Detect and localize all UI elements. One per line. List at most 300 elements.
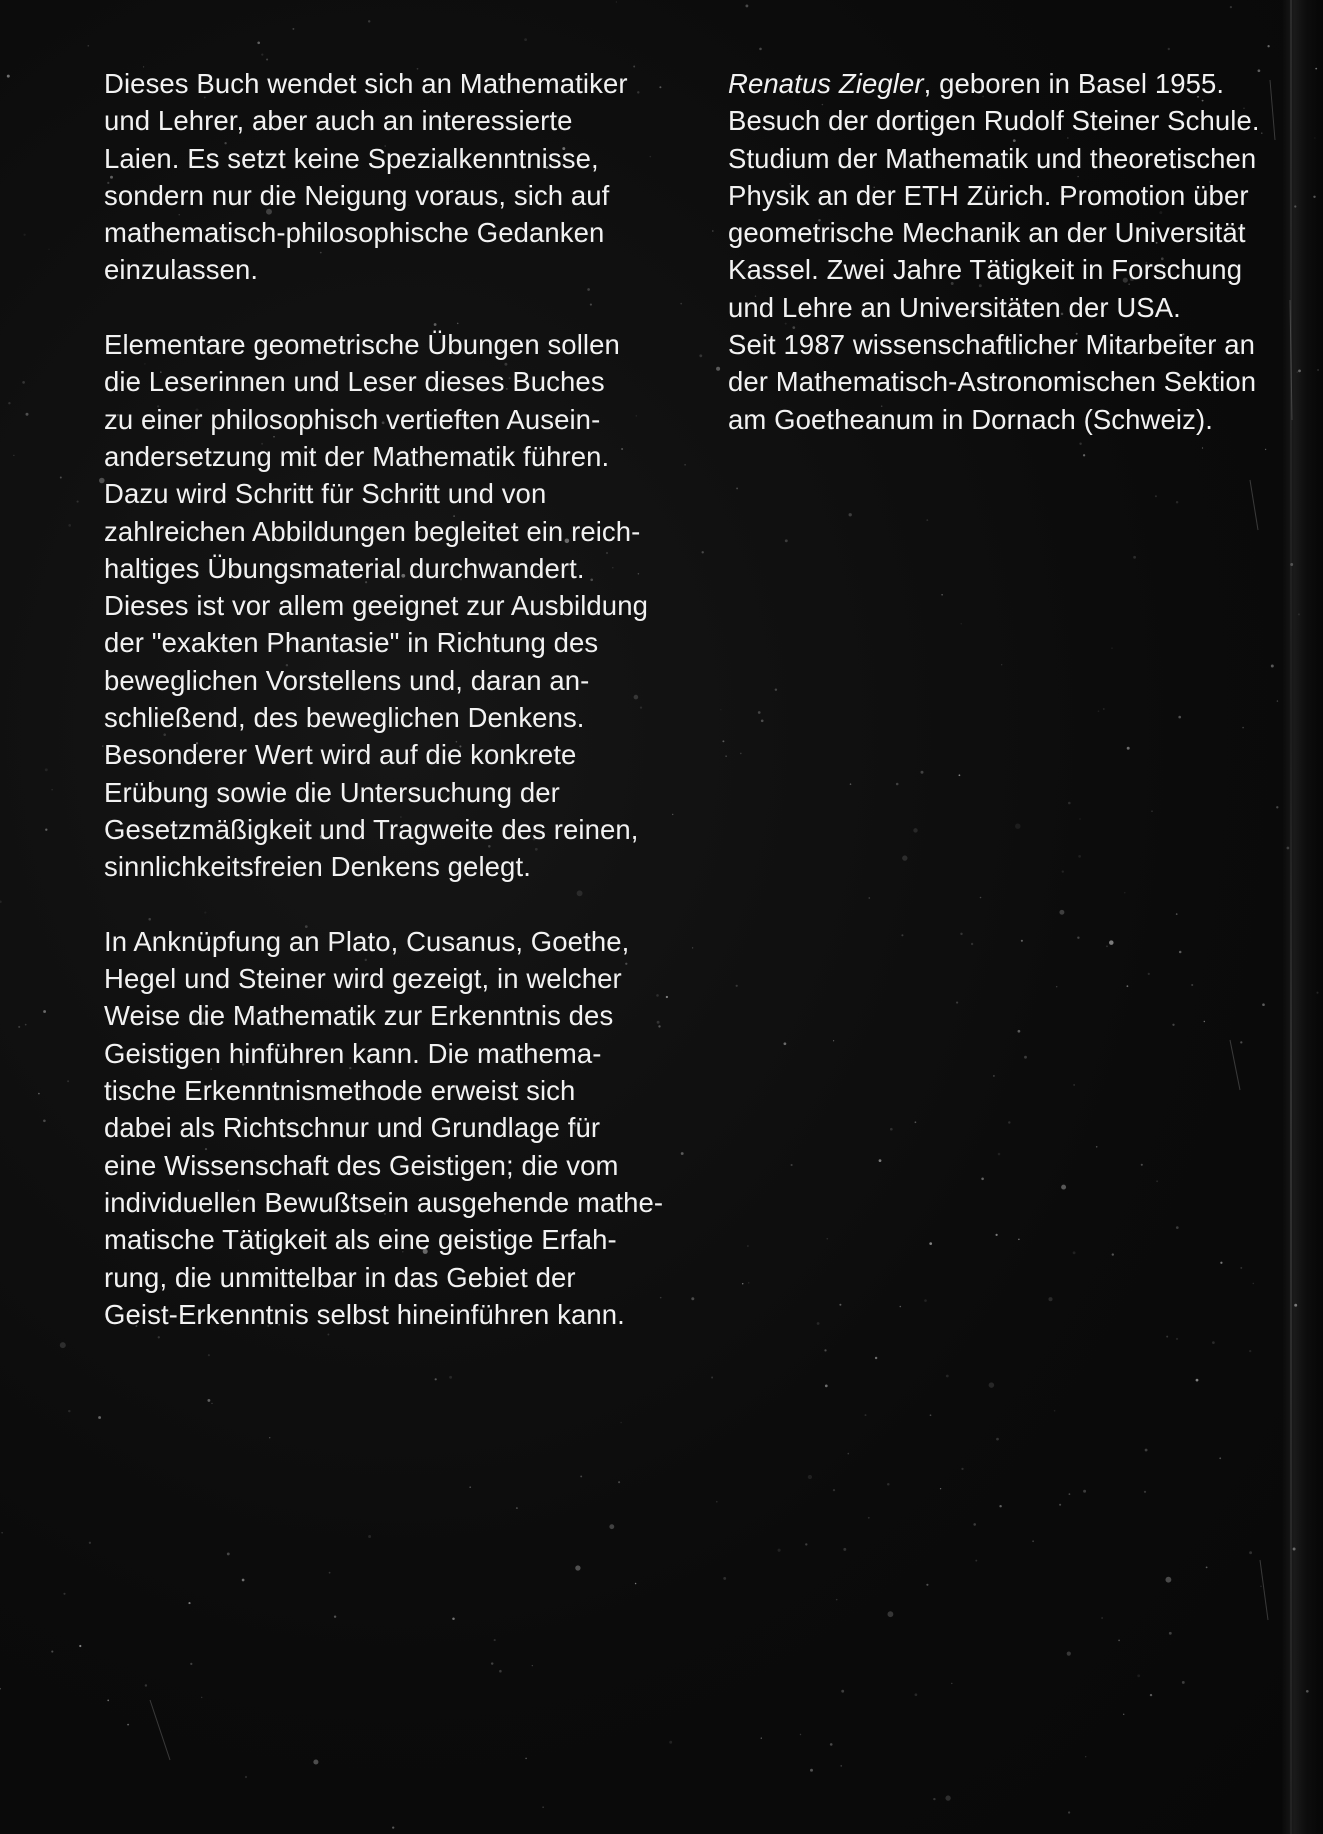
print-speck bbox=[785, 539, 788, 542]
print-speck bbox=[1101, 1617, 1103, 1619]
print-speck bbox=[580, 1475, 582, 1477]
print-speck bbox=[127, 1724, 129, 1726]
text-line: Kassel. Zwei Jahre Tätigkeit in Forschung bbox=[728, 254, 1243, 286]
print-speck bbox=[868, 897, 870, 899]
print-speck bbox=[63, 1593, 65, 1595]
print-speck bbox=[836, 1599, 838, 1601]
author-bio-first-line-rest: , geboren in Basel 1955. bbox=[923, 68, 1225, 99]
print-speck bbox=[980, 897, 982, 899]
print-speck bbox=[959, 774, 961, 776]
print-speck bbox=[1148, 973, 1150, 975]
print-speck bbox=[680, 303, 682, 305]
text-line: und Lehrer, aber auch an interessierte bbox=[104, 105, 573, 137]
print-speck bbox=[532, 1665, 533, 1666]
print-speck bbox=[1298, 370, 1301, 373]
print-speck bbox=[392, 1826, 394, 1828]
print-speck bbox=[960, 933, 962, 935]
print-speck bbox=[334, 1615, 336, 1617]
print-speck bbox=[1165, 1577, 1171, 1583]
print-speck bbox=[747, 1245, 749, 1247]
print-speck bbox=[946, 1375, 949, 1378]
print-speck bbox=[1271, 665, 1274, 668]
blurb-paragraph-3 bbox=[104, 923, 664, 1333]
print-speck bbox=[825, 1385, 828, 1388]
print-speck bbox=[748, 1282, 750, 1284]
print-speck bbox=[998, 1153, 1001, 1156]
text-line: Dieses Buch wendet sich an Mathematiker bbox=[104, 68, 628, 99]
print-speck bbox=[1293, 1548, 1296, 1551]
print-speck bbox=[620, 1422, 622, 1424]
print-speck bbox=[1001, 664, 1002, 665]
print-speck bbox=[1267, 45, 1269, 47]
print-speck bbox=[609, 1524, 614, 1529]
print-speck bbox=[242, 1579, 245, 1582]
print-speck bbox=[1230, 6, 1232, 8]
text-line: sinnlichkeitsfreien Denkens gelegt. bbox=[104, 851, 531, 883]
print-speck bbox=[207, 1399, 210, 1402]
print-speck bbox=[1179, 951, 1182, 954]
print-speck bbox=[723, 1577, 726, 1580]
print-speck bbox=[951, 1683, 952, 1684]
print-speck bbox=[1144, 1491, 1146, 1493]
print-speck bbox=[1098, 710, 1100, 712]
print-speck bbox=[1056, 986, 1057, 987]
print-speck bbox=[840, 1765, 841, 1766]
print-speck bbox=[672, 814, 673, 815]
print-speck bbox=[51, 1651, 53, 1653]
print-speck bbox=[778, 1549, 781, 1552]
print-speck bbox=[817, 1322, 820, 1325]
print-speck bbox=[1287, 847, 1290, 850]
print-speck bbox=[826, 1238, 828, 1240]
print-speck bbox=[850, 783, 852, 785]
print-speck bbox=[761, 1737, 762, 1738]
print-speck bbox=[1073, 1084, 1074, 1085]
print-speck bbox=[1015, 824, 1020, 829]
print-speck bbox=[266, 58, 268, 60]
print-speck bbox=[824, 1349, 826, 1351]
print-speck bbox=[1290, 563, 1293, 566]
print-speck bbox=[1059, 1504, 1061, 1506]
print-speck bbox=[257, 41, 260, 44]
text-line: eine Wissenschaft des Geistigen; die vom bbox=[104, 1149, 619, 1181]
text-line: Erübung sowie die Untersuchung der bbox=[104, 776, 560, 808]
text-line: Dieses ist vor allem geeignet zur Ausbildung bbox=[104, 590, 648, 622]
text-line: individuellen Bewußtsein ausgehende mathe- bbox=[104, 1186, 664, 1218]
print-speck bbox=[1018, 1030, 1021, 1033]
print-speck bbox=[48, 249, 49, 250]
print-speck bbox=[22, 381, 25, 384]
print-speck bbox=[736, 985, 738, 987]
print-speck bbox=[699, 354, 702, 357]
print-speck bbox=[449, 1376, 452, 1379]
print-speck bbox=[60, 477, 62, 479]
print-speck bbox=[740, 753, 742, 755]
print-speck bbox=[1083, 1490, 1086, 1493]
print-speck bbox=[1067, 1652, 1071, 1656]
print-speck bbox=[742, 1283, 743, 1284]
print-speck bbox=[1062, 870, 1064, 872]
print-speck bbox=[716, 367, 720, 371]
print-speck bbox=[1315, 68, 1317, 70]
print-speck bbox=[1212, 1341, 1215, 1344]
print-speck bbox=[1106, 945, 1108, 947]
print-speck bbox=[524, 38, 527, 41]
print-speck bbox=[87, 45, 89, 47]
print-speck bbox=[1008, 1121, 1010, 1123]
print-speck bbox=[1294, 1304, 1297, 1307]
text-line: Gesetzmäßigkeit und Tragweite des reinen, bbox=[104, 813, 639, 845]
author-bio-first-line bbox=[728, 65, 1288, 102]
text-line: einzulassen. bbox=[104, 254, 259, 286]
print-speck bbox=[995, 1234, 997, 1236]
print-speck bbox=[999, 1505, 1001, 1507]
print-speck bbox=[1240, 1041, 1242, 1043]
print-speck bbox=[669, 1741, 672, 1744]
print-speck bbox=[930, 1414, 932, 1416]
print-speck bbox=[211, 1403, 212, 1404]
print-speck bbox=[1316, 992, 1318, 994]
print-speck bbox=[1127, 747, 1130, 750]
print-speck bbox=[1297, 371, 1299, 373]
print-speck bbox=[452, 1618, 455, 1621]
print-speck bbox=[89, 1542, 91, 1544]
print-speck bbox=[945, 1795, 950, 1800]
print-speck bbox=[875, 1357, 877, 1359]
print-speck bbox=[973, 1523, 976, 1526]
author-bio-column bbox=[728, 65, 1288, 475]
print-speck bbox=[1176, 913, 1178, 915]
print-speck bbox=[808, 1475, 812, 1479]
author-name: Renatus Ziegler bbox=[728, 68, 924, 99]
text-line: der Mathematisch-Astronomischen Sektion bbox=[728, 366, 1257, 398]
print-speck bbox=[26, 413, 29, 416]
print-speck bbox=[79, 1645, 81, 1647]
print-speck bbox=[1137, 1674, 1140, 1677]
print-speck bbox=[888, 1611, 894, 1617]
print-speck bbox=[1155, 495, 1157, 497]
print-speck bbox=[1294, 205, 1296, 207]
print-speck bbox=[975, 1560, 977, 1562]
print-speck bbox=[901, 934, 903, 936]
print-speck bbox=[292, 28, 294, 30]
print-speck bbox=[1032, 1540, 1034, 1542]
print-speck bbox=[839, 1304, 841, 1306]
print-speck bbox=[1176, 1338, 1178, 1340]
text-line: Physik an der ETH Zürich. Promotion über bbox=[728, 179, 1249, 211]
print-speck bbox=[1176, 501, 1178, 503]
print-speck bbox=[1073, 1251, 1076, 1254]
print-speck bbox=[1069, 1493, 1071, 1495]
print-speck bbox=[961, 1468, 963, 1470]
print-speck bbox=[43, 1010, 46, 1013]
text-line: Laien. Es setzt keine Spezialkenntnisse, bbox=[104, 142, 599, 174]
print-speck bbox=[913, 828, 917, 832]
print-speck bbox=[435, 1378, 437, 1380]
print-speck bbox=[368, 1535, 371, 1538]
text-line: Besonderer Wert wird auf die konkrete bbox=[104, 739, 577, 771]
print-speck bbox=[190, 1663, 192, 1665]
print-speck bbox=[926, 519, 928, 521]
print-speck bbox=[1078, 855, 1081, 858]
print-speck bbox=[618, 1481, 620, 1483]
print-speck bbox=[0, 1688, 1, 1690]
print-speck bbox=[1220, 1262, 1222, 1264]
print-speck bbox=[67, 1080, 69, 1082]
text-line: am Goetheanum in Dornach (Schweiz). bbox=[728, 403, 1213, 435]
print-speck bbox=[25, 1024, 27, 1026]
print-speck bbox=[681, 1152, 684, 1155]
print-speck bbox=[981, 1177, 984, 1180]
print-speck bbox=[107, 1700, 109, 1702]
print-speck bbox=[77, 501, 79, 503]
print-speck bbox=[1079, 818, 1080, 819]
print-speck bbox=[996, 1438, 999, 1441]
text-line: Geistigen hinführen kann. Die mathema- bbox=[104, 1037, 602, 1069]
print-speck bbox=[865, 1414, 867, 1416]
text-line: dabei als Richtschnur und Grundlage für bbox=[104, 1112, 601, 1144]
print-speck bbox=[98, 1416, 101, 1419]
text-line: schließend, des beweglichen Denkens. bbox=[104, 702, 585, 734]
print-speck bbox=[1306, 1690, 1309, 1693]
print-speck bbox=[1204, 1021, 1205, 1022]
print-speck bbox=[993, 1075, 995, 1077]
print-speck bbox=[890, 1128, 893, 1131]
print-speck bbox=[313, 1759, 318, 1764]
print-speck bbox=[761, 719, 764, 722]
print-speck bbox=[933, 1798, 935, 1800]
print-speck bbox=[0, 900, 2, 903]
print-speck bbox=[887, 1483, 890, 1486]
print-speck bbox=[843, 1548, 846, 1551]
print-speck bbox=[38, 1093, 40, 1095]
print-speck bbox=[800, 1734, 801, 1735]
print-speck bbox=[499, 1670, 502, 1673]
print-speck bbox=[775, 688, 777, 690]
print-speck bbox=[666, 996, 668, 998]
print-speck bbox=[8, 402, 10, 404]
text-line: tische Erkenntnismethode erweist sich bbox=[104, 1075, 576, 1107]
print-speck bbox=[830, 1743, 833, 1746]
print-speck bbox=[896, 783, 899, 786]
print-speck bbox=[1018, 1239, 1019, 1240]
print-speck bbox=[491, 1662, 493, 1664]
print-speck bbox=[921, 771, 924, 774]
text-line: Dazu wird Schritt für Schritt und von bbox=[104, 478, 547, 510]
print-speck bbox=[368, 20, 370, 22]
blurb-paragraph-2 bbox=[104, 326, 664, 885]
print-speck bbox=[1068, 802, 1071, 805]
print-speck bbox=[1048, 1297, 1052, 1301]
print-speck bbox=[635, 1583, 637, 1585]
print-speck bbox=[1133, 556, 1136, 559]
text-line: Seit 1987 wissenschaftlicher Mitarbeiter an bbox=[728, 329, 1256, 361]
print-speck bbox=[926, 1584, 928, 1586]
print-scratch bbox=[1230, 1040, 1240, 1090]
print-speck bbox=[722, 740, 724, 742]
print-speck bbox=[1077, 936, 1079, 938]
print-speck bbox=[961, 623, 962, 624]
print-speck bbox=[68, 1410, 70, 1412]
print-speck bbox=[692, 947, 693, 948]
author-bio bbox=[728, 65, 1288, 438]
print-speck bbox=[23, 234, 25, 236]
print-speck bbox=[929, 1242, 932, 1245]
print-speck bbox=[616, 1, 617, 2]
print-speck bbox=[1111, 647, 1113, 649]
text-line: Geist-Erkenntnis selbst hineinführen kann. bbox=[104, 1298, 625, 1330]
print-speck bbox=[13, 455, 14, 456]
text-line: beweglichen Vorstellens und, daran an- bbox=[104, 664, 590, 696]
print-speck bbox=[879, 1159, 882, 1162]
print-speck bbox=[849, 513, 852, 516]
print-speck bbox=[68, 524, 71, 527]
print-speck bbox=[868, 1517, 870, 1519]
print-scratch bbox=[1250, 480, 1258, 530]
print-speck bbox=[725, 756, 726, 757]
print-speck bbox=[1317, 369, 1319, 371]
print-speck bbox=[1249, 1551, 1252, 1554]
print-speck bbox=[712, 230, 714, 232]
print-speck bbox=[1206, 1567, 1208, 1569]
text-line: andersetzung mit der Mathematik führen. bbox=[104, 440, 610, 472]
print-speck bbox=[18, 1026, 20, 1028]
print-speck bbox=[1085, 1756, 1086, 1757]
print-speck bbox=[52, 789, 53, 790]
text-line: die Leserinnen und Leser dieses Buches bbox=[104, 366, 605, 398]
print-speck bbox=[261, 54, 263, 56]
print-speck bbox=[1068, 1811, 1070, 1813]
print-speck bbox=[1253, 1283, 1254, 1284]
print-speck bbox=[494, 1639, 496, 1641]
print-speck bbox=[516, 1507, 518, 1509]
text-line: Weise die Mathematik zur Erkenntnis des bbox=[104, 1000, 614, 1032]
print-speck bbox=[1176, 1226, 1179, 1229]
print-speck bbox=[1, 1532, 2, 1533]
print-speck bbox=[1145, 1449, 1148, 1452]
print-speck bbox=[1061, 1185, 1066, 1190]
print-speck bbox=[7, 75, 10, 78]
print-speck bbox=[915, 1121, 917, 1123]
blurb-column bbox=[104, 65, 664, 1370]
print-speck bbox=[469, 1486, 471, 1488]
print-scratch bbox=[1290, 300, 1292, 420]
print-speck bbox=[848, 1453, 850, 1455]
print-speck bbox=[1168, 48, 1170, 50]
text-line: Hegel und Steiner wird gezeigt, in welcher bbox=[104, 963, 622, 995]
print-speck bbox=[1314, 137, 1316, 139]
print-speck bbox=[1298, 613, 1300, 615]
text-line: zahlreichen Abbildungen begleitet ein reich- bbox=[104, 515, 641, 547]
print-speck bbox=[1196, 1379, 1199, 1382]
print-speck bbox=[902, 855, 907, 860]
text-line: zu einer philosophisch vertieften Ausein- bbox=[104, 403, 601, 435]
print-speck bbox=[1191, 984, 1193, 986]
print-speck bbox=[833, 1489, 835, 1491]
print-speck bbox=[1109, 940, 1114, 945]
print-speck bbox=[227, 1552, 230, 1555]
print-speck bbox=[1118, 1640, 1120, 1642]
blurb-paragraph-1 bbox=[104, 65, 664, 289]
print-speck bbox=[1054, 1410, 1055, 1411]
print-speck bbox=[1240, 1267, 1242, 1269]
print-speck bbox=[1123, 1714, 1124, 1715]
print-speck bbox=[1178, 716, 1181, 719]
print-speck bbox=[1242, 727, 1244, 729]
print-speck bbox=[900, 1306, 902, 1308]
print-speck bbox=[716, 1501, 718, 1503]
print-speck bbox=[1112, 1253, 1114, 1255]
print-speck bbox=[60, 1342, 66, 1348]
print-speck bbox=[1059, 910, 1064, 915]
print-speck bbox=[1156, 1180, 1158, 1182]
print-speck bbox=[43, 1119, 46, 1122]
print-speck bbox=[1219, 1457, 1221, 1459]
print-speck bbox=[989, 1382, 995, 1388]
print-speck bbox=[1124, 892, 1125, 893]
print-speck bbox=[45, 829, 47, 831]
print-speck bbox=[833, 1040, 834, 1041]
print-speck bbox=[805, 1543, 807, 1545]
text-line: und Lehre an Universitäten der USA. bbox=[728, 291, 1181, 323]
text-line: Studium der Mathematik und theoretischen bbox=[728, 142, 1257, 174]
print-speck bbox=[1277, 700, 1278, 701]
print-speck bbox=[924, 1299, 927, 1302]
print-speck bbox=[1249, 1350, 1251, 1352]
print-speck bbox=[841, 1690, 844, 1693]
text-line: Besuch der dortigen Rudolf Steiner Schule. bbox=[728, 105, 1260, 137]
print-speck bbox=[791, 1164, 793, 1166]
print-speck bbox=[956, 1002, 958, 1004]
text-line: Elementare geometrische Übungen sollen bbox=[104, 329, 620, 361]
print-speck bbox=[1096, 1146, 1098, 1148]
print-speck bbox=[1276, 806, 1278, 808]
print-speck bbox=[702, 551, 704, 553]
print-scratch bbox=[150, 1700, 170, 1760]
print-speck bbox=[971, 943, 973, 945]
print-speck bbox=[1262, 1003, 1265, 1006]
print-speck bbox=[720, 709, 721, 710]
print-speck bbox=[1024, 1056, 1027, 1059]
print-speck bbox=[1166, 1336, 1168, 1338]
print-speck bbox=[201, 1697, 202, 1698]
print-speck bbox=[1260, 1586, 1262, 1588]
text-line: matische Tätigkeit als eine geistige Erfah- bbox=[104, 1224, 617, 1256]
print-speck bbox=[1172, 1024, 1174, 1026]
print-speck bbox=[940, 1488, 941, 1489]
print-speck bbox=[1021, 940, 1023, 942]
print-speck bbox=[736, 487, 738, 489]
print-speck bbox=[784, 1042, 787, 1045]
print-speck bbox=[759, 48, 762, 51]
print-speck bbox=[525, 1758, 527, 1760]
print-speck bbox=[915, 1693, 918, 1696]
print-speck bbox=[245, 1776, 247, 1778]
print-speck bbox=[1151, 810, 1153, 812]
print-speck bbox=[810, 1769, 813, 1772]
print-speck bbox=[691, 1297, 694, 1300]
print-speck bbox=[188, 1602, 190, 1604]
text-line: sondern nur die Neigung voraus, sich auf bbox=[104, 179, 610, 211]
print-speck bbox=[758, 711, 761, 714]
text-line: rung, die unmittelbar in das Gebiet der bbox=[104, 1261, 576, 1293]
print-speck bbox=[575, 1565, 580, 1570]
print-speck bbox=[145, 1684, 147, 1686]
print-speck bbox=[684, 464, 686, 466]
print-speck bbox=[542, 1807, 543, 1808]
text-line: der "exakten Phantasie" in Richtung des bbox=[104, 627, 599, 659]
print-speck bbox=[1150, 1694, 1152, 1696]
